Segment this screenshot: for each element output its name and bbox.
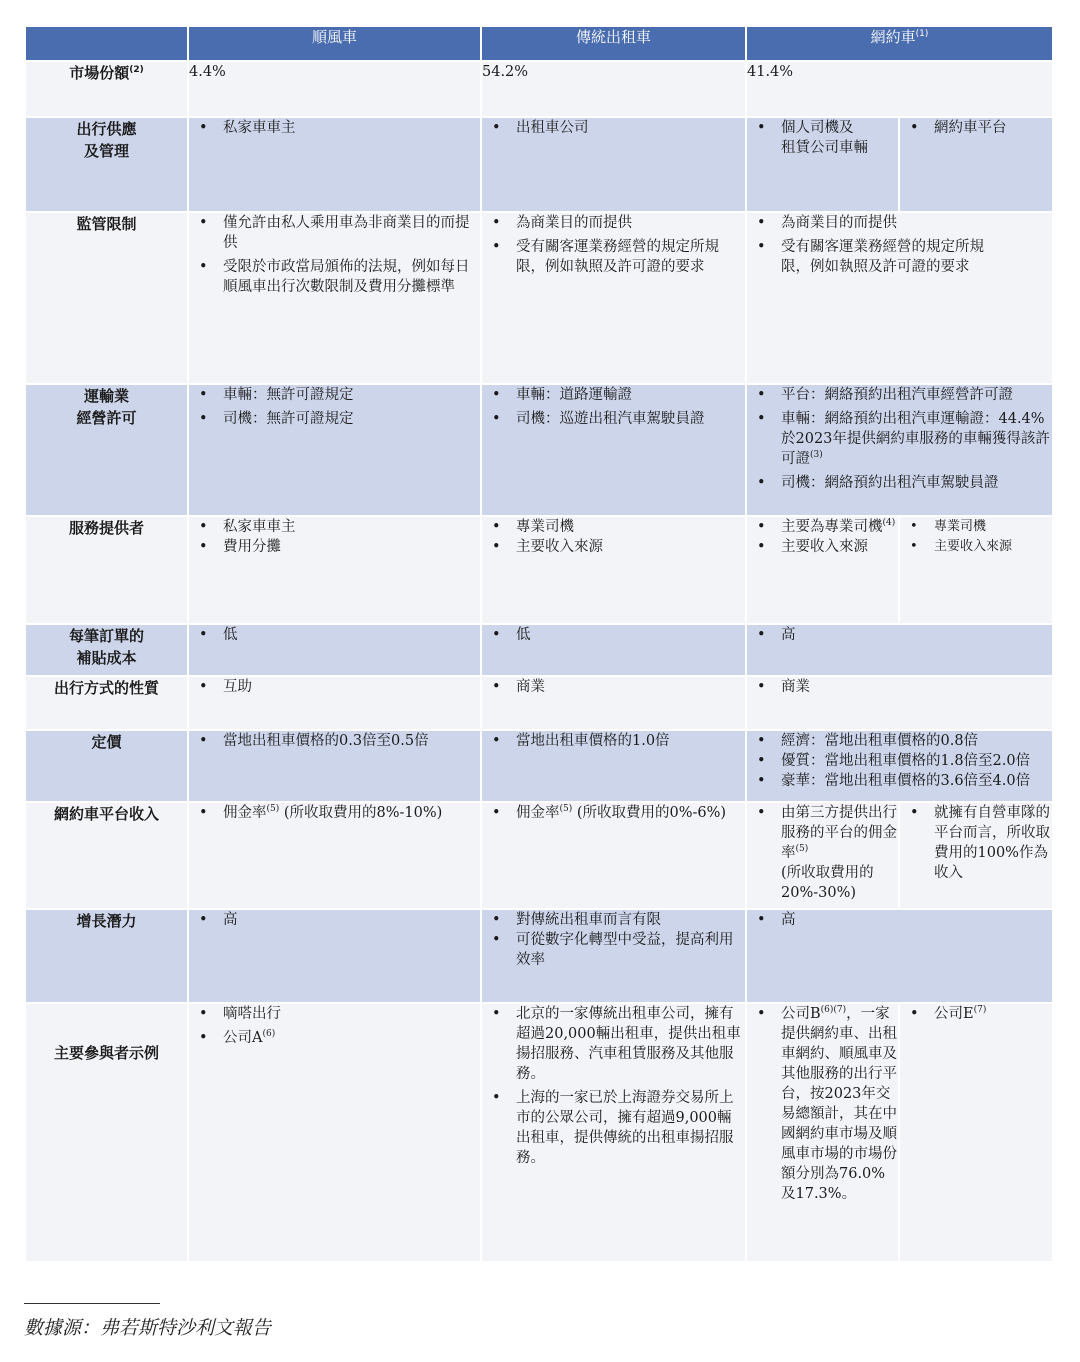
row-label: 定價 [25, 730, 188, 802]
bullet-item: • 高 [781, 910, 1052, 930]
row-growth [25, 909, 1053, 1003]
row-label: 網約車平台收入 [25, 802, 188, 909]
cell-list [188, 624, 481, 676]
header-traditional-taxi: 傳統出租車 [481, 26, 746, 61]
cell-list [188, 516, 481, 624]
row-subsidy [25, 624, 1053, 676]
row-revenue [25, 802, 1053, 909]
source-divider [24, 1303, 160, 1304]
bullet-item: • 經濟：當地出租車價格的0.8倍 [781, 731, 1048, 751]
bullet-item: • 可從數字化轉型中受益，提高利用效率 [516, 930, 745, 970]
cell-list [746, 676, 1053, 730]
bullet-item: • 上海的一家已於上海證券交易所上市的公眾公司，擁有超過9,000輛出租車，提供傳統的出租車揚招服務。 [516, 1088, 745, 1168]
header-ride-sharing: 順風車 [188, 26, 481, 61]
cell-list [188, 909, 481, 1003]
bullet-item: • 受有關客運業務經營的規定所規限，例如執照及許可證的要求 [781, 237, 1002, 277]
row-label: 運輸業 經營許可 [25, 384, 188, 516]
bullet-item: • 司機：網絡預約出租汽車駕駛員證 [781, 473, 1052, 493]
row-regulation [25, 212, 1053, 384]
cell-list [481, 909, 746, 1003]
row-label: 市場份額$^{(2)}$ [25, 61, 188, 117]
row-nature [25, 676, 1053, 730]
row-license [25, 384, 1053, 516]
cell-third-party: • 由第三方提供出行服務的平台的佣金率$^{(5)}$ (所收取費用的20%-30%) [746, 802, 899, 909]
bullet-item: • 司機：巡遊出租汽車駕駛員證 [516, 409, 745, 429]
row-label: 監管限制 [25, 212, 188, 384]
cell-list [481, 624, 746, 676]
cell-list [746, 212, 1053, 384]
bullet-item: • 當地出租車價格的0.3倍至0.5倍 [223, 731, 480, 751]
row-label: 出行供應 及管理 [25, 117, 188, 212]
bullet-item: • 受限於市政當局頒佈的法規，例如每日順風車出行次數限制及費用分攤標準 [223, 257, 480, 297]
cell-list [188, 117, 481, 212]
row-label: 每筆訂單的 補貼成本 [25, 624, 188, 676]
row-pricing [25, 730, 1053, 802]
bullet-item: • 公司$A^{(6)}$ [223, 1028, 480, 1048]
bullet-item: • 商業 [516, 677, 745, 697]
bullet-item: • 個人司機及 租賃公司車輛 [781, 118, 898, 158]
header-row [25, 26, 1053, 61]
bullet-item: • 高 [781, 625, 1052, 645]
bullet-item: • 對傳統出租車而言有限 [516, 910, 745, 930]
bullet-item: • 互助 [223, 677, 480, 697]
cell-list [746, 909, 1053, 1003]
bullet-item: • 網約車平台 [934, 118, 1052, 138]
bullet-item: • 車輛：道路運輸證 [516, 385, 745, 405]
row-label: 增長潛力 [25, 909, 188, 1003]
bullet-item: • 車輛：無許可證規定 [223, 385, 480, 405]
bullet-item: • 平台：網絡預約出租汽車經營許可證 [781, 385, 1052, 405]
cell-list [746, 730, 1053, 802]
cell-value: 54.2% [481, 61, 746, 117]
row-provider [25, 516, 1053, 624]
bullet-item: • 專業司機 [516, 517, 745, 537]
row-label: 服務提供者 [25, 516, 188, 624]
bullet-item: • 高 [223, 910, 480, 930]
cell-value: 4.4% [188, 61, 481, 117]
source-note: 數據源：弗若斯特沙利文報告 [24, 1317, 272, 1339]
bullet-item: • 主要收入來源 [781, 537, 898, 557]
cell-self-operated: • 就擁有自營車隊的平台而言，所收取費用的100%作為收入 [899, 802, 1053, 909]
bullet-item: • 私家車車主 [223, 118, 480, 138]
cell-list [746, 516, 899, 624]
cell-list [746, 624, 1053, 676]
cell-list [188, 730, 481, 802]
bullet-item: • 車輛：網絡預約出租汽車運輸證：44.4%於2023年提供網約車服務的車輛獲得該許可證$^{(3)}$ [781, 409, 1052, 469]
bullet-item: • 僅允許由私人乘用車為非商業目的而提供 [223, 213, 480, 253]
bullet-item: • 北京的一家傳統出租車公司，擁有超過20,000輛出租車，提供出租車揚招服務、汽車租賃服務及其他服務。 [516, 1004, 745, 1084]
cell-commission: • 佣金率$^{(5)}$ (所收取費用的0%-6%) [481, 802, 746, 909]
bullet-item: • 當地出租車價格的1.0倍 [516, 731, 745, 751]
bullet-item: • 司機：無許可證規定 [223, 409, 480, 429]
row-label: 主要參與者示例 [25, 1003, 188, 1262]
bullet-item: • 主要收入來源 [516, 537, 745, 557]
cell-list [188, 1003, 481, 1262]
cell-list [481, 676, 746, 730]
cell-list [188, 384, 481, 516]
bullet-item: • 低 [516, 625, 745, 645]
bullet-item: • 商業 [781, 677, 1052, 697]
row-players [25, 1003, 1053, 1262]
cell-list [899, 516, 1053, 624]
bullet-item: • 低 [223, 625, 480, 645]
bullet-item: • 專業司機 [934, 517, 1052, 537]
row-supply [25, 117, 1053, 212]
bullet-item: • 受有關客運業務經營的規定所規限，例如執照及許可證的要求 [516, 237, 745, 277]
cell-list [481, 730, 746, 802]
comparison-table [24, 25, 1054, 1263]
cell-list [481, 384, 746, 516]
cell-company-b: • 公司$B^{(6)(7)}$，一家提供網約車、出租車網約、順風車及其他服務的出行平台，按2023年交易總額計，其在中國網約車市場及順風車市場的市場份額分別為76.0%及17.3%。 [746, 1003, 899, 1262]
bullet-item: • 優質：當地出租車價格的1.8倍至2.0倍 [781, 751, 1048, 771]
bullet-item: • 費用分攤 [223, 537, 480, 557]
header-online-car-hailing: 網約車$^{(1)}$ [746, 26, 1053, 61]
cell-list [746, 384, 1053, 516]
cell-commission: • 佣金率$^{(5)}$ (所收取費用的8%-10%) [188, 802, 481, 909]
bullet-item: • 豪華：當地出租車價格的3.6倍至4.0倍 [781, 771, 1048, 791]
cell-value: 41.4% [746, 61, 1053, 117]
row-label: 出行方式的性質 [25, 676, 188, 730]
bullet-item: • 主要為專業司機$^{(4)}$ [781, 517, 898, 537]
bullet-item: • 嘀嗒出行 [223, 1004, 480, 1024]
cell-list [481, 516, 746, 624]
bullet-item: • 出租車公司 [516, 118, 745, 138]
cell-list [899, 117, 1053, 212]
bullet-item: • 私家車車主 [223, 517, 480, 537]
bullet-item: • 主要收入來源 [934, 537, 1052, 557]
cell-company-e: • 公司$E^{(7)}$ [899, 1003, 1053, 1262]
row-market-share [25, 61, 1053, 117]
cell-list [481, 1003, 746, 1262]
bullet-item: • 為商業目的而提供 [516, 213, 745, 233]
cell-list [188, 212, 481, 384]
cell-list [746, 117, 899, 212]
cell-list [188, 676, 481, 730]
header-corner [25, 26, 188, 61]
cell-list [481, 117, 746, 212]
bullet-item: • 為商業目的而提供 [781, 213, 1002, 233]
cell-list [481, 212, 746, 384]
